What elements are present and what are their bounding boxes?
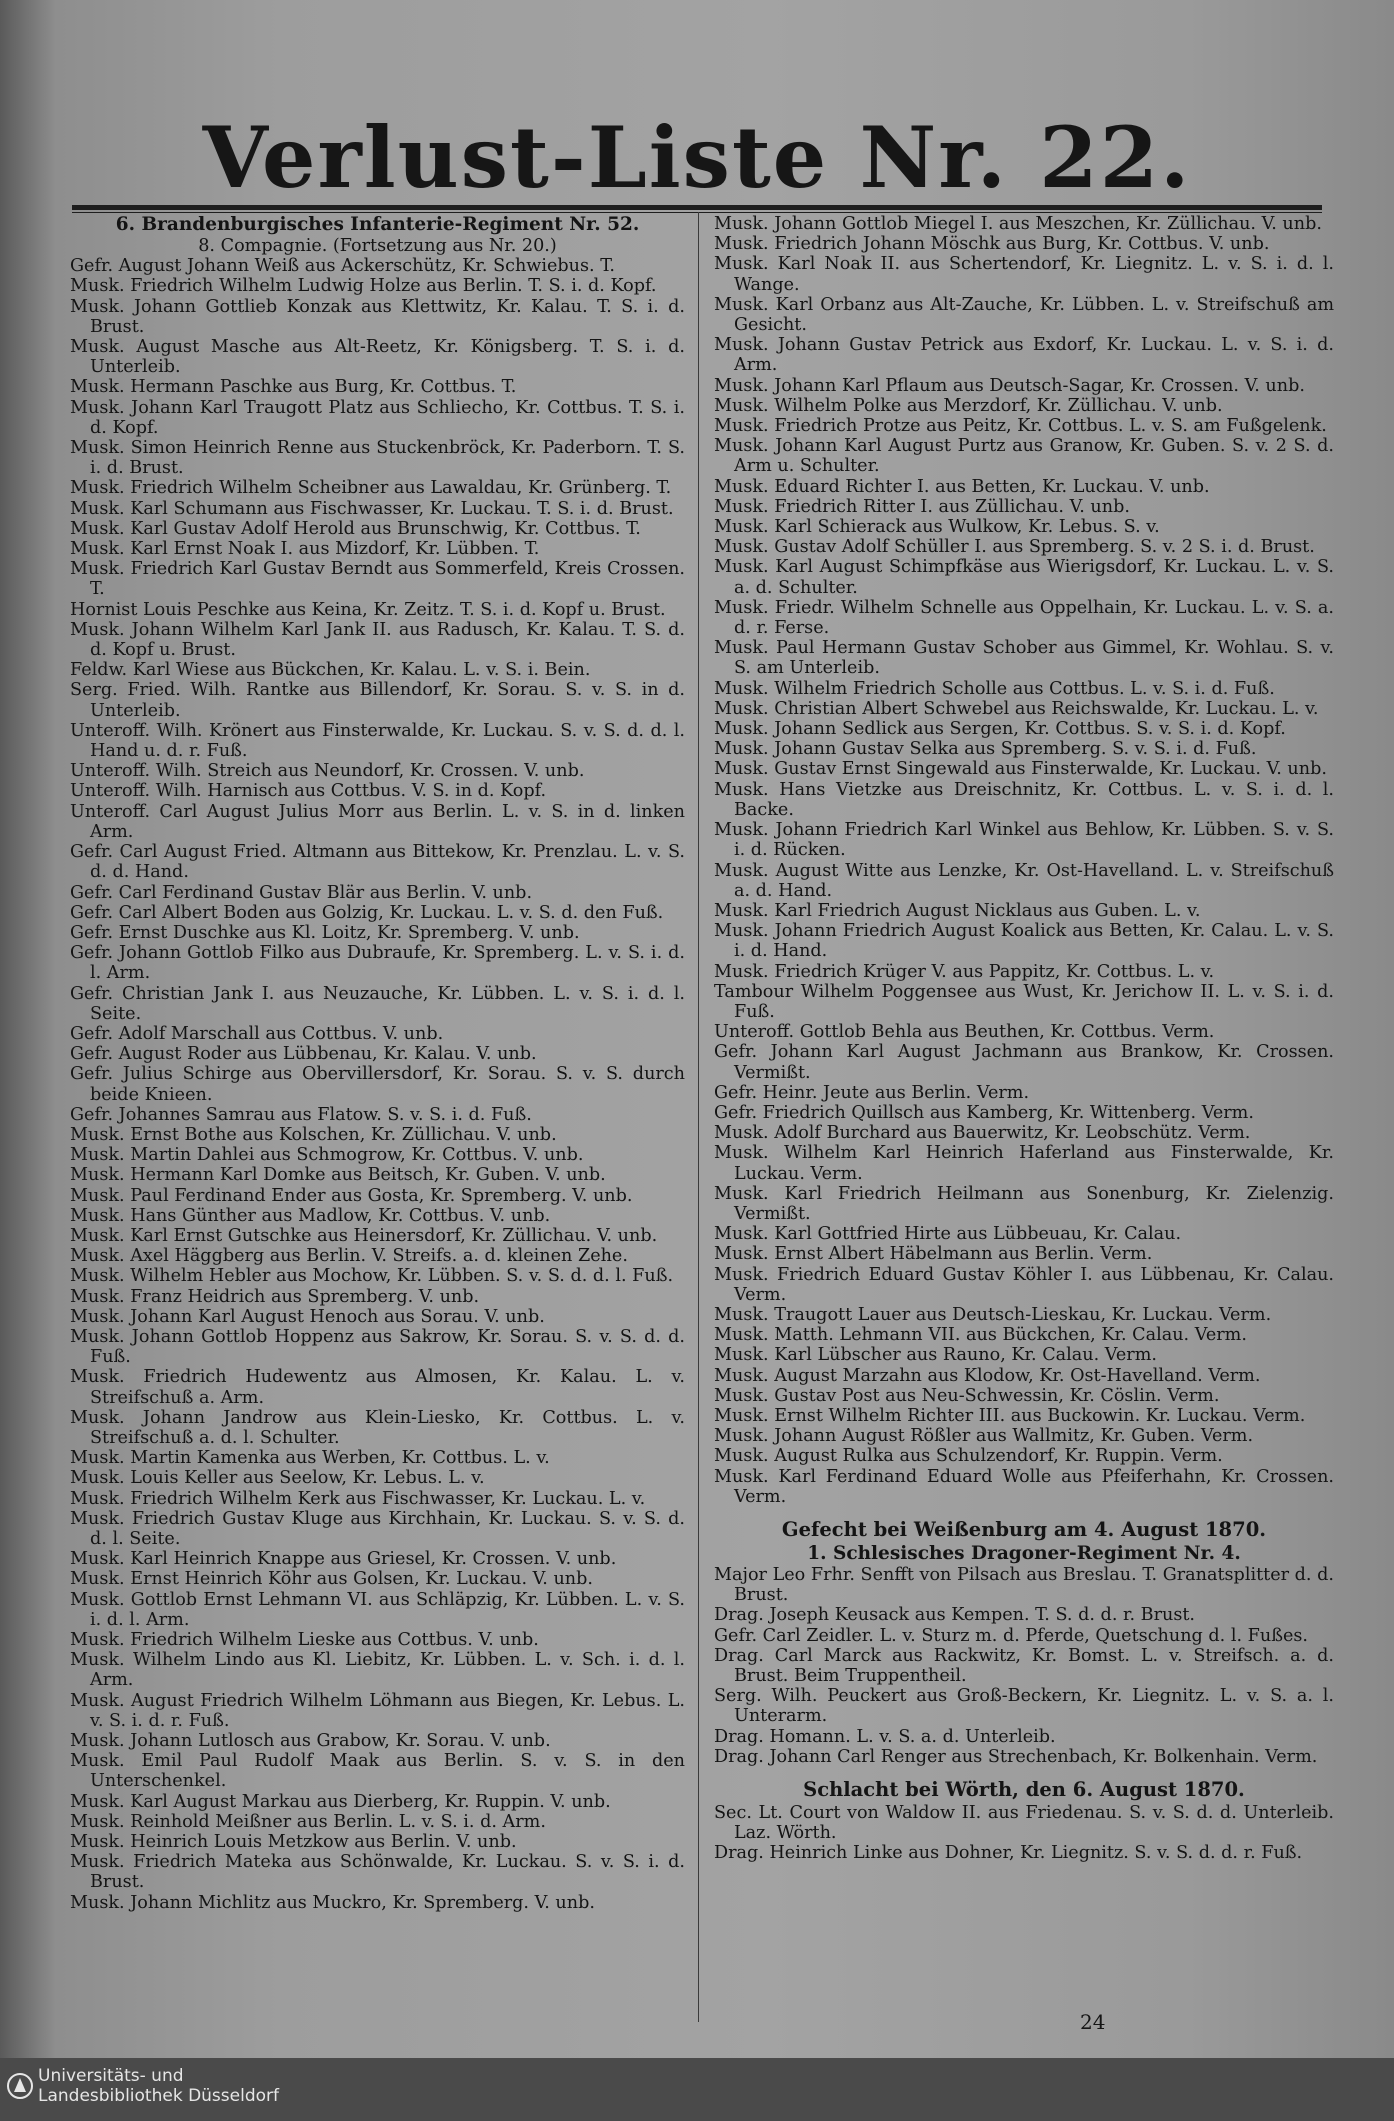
casualty-entry: Musk. Traugott Lauer aus Deutsch-Lieskau, Kr. Luckau. Verm.: [714, 1304, 1272, 1325]
casualty-entry: Musk. Gottlob Ernst Lehmann VI. aus Schläpzig, Kr. Lübben. L. v. S. i. d. l. Arm.: [70, 1589, 685, 1630]
company-heading: 8. Compagnie. (Fortsetzung aus Nr. 20.): [198, 236, 557, 256]
casualty-entry: Drag. Heinrich Linke aus Dohner, Kr. Liegnitz. S. v. S. d. d. r. Fuß.: [714, 1843, 1303, 1864]
casualty-entry: Musk. Louis Keller aus Seelow, Kr. Lebus. L. v.: [70, 1468, 485, 1489]
casualty-entry: Gefr. Carl Ferdinand Gustav Blär aus Berlin. V. unb.: [70, 882, 533, 903]
casualty-entry: Musk. August Witte aus Lenzke, Kr. Ost-Havelland. L. v. Streifschuß a. d. Hand.: [714, 860, 1334, 901]
casualty-entry: Musk. Friedrich Hudewentz aus Almosen, Kr. Kalau. L. v. Streifschuß a. Arm.: [70, 1367, 685, 1408]
casualty-entry: Gefr. August Roder aus Lübbenau, Kr. Kalau. V. unb.: [70, 1044, 537, 1065]
casualty-entry: Musk. Johann Gustav Selka aus Spremberg. S. v. S. i. d. Fuß.: [714, 739, 1257, 760]
library-credit-line-2: Landesbibliothek Düsseldorf: [38, 2086, 279, 2106]
casualty-entry: Gefr. August Johann Weiß aus Ackerschütz, Kr. Schwiebus. T.: [70, 256, 615, 277]
casualty-entry: Musk. Ernst Bothe aus Kolschen, Kr. Züllichau. V. unb.: [70, 1124, 557, 1145]
casualty-entry: Unteroff. Gottlob Behla aus Beuthen, Kr. Cottbus. Verm.: [714, 1022, 1215, 1043]
casualty-entry: Sec. Lt. Court von Waldow II. aus Friedenau. S. v. S. d. d. Unterleib. Laz. Wörth.: [714, 1803, 1334, 1844]
casualty-entry: Unteroff. Carl August Julius Morr aus Berlin. L. v. S. in d. linken Arm.: [70, 801, 685, 842]
casualty-entry: Musk. Reinhold Meißner aus Berlin. L. v. S. i. d. Arm.: [70, 1811, 546, 1832]
casualty-entry: Musk. Karl Friedrich Heilmann aus Sonenburg, Kr. Zielenzig. Vermißt.: [714, 1183, 1334, 1224]
casualty-entry: Musk. Johann Karl Pflaum aus Deutsch-Sagar, Kr. Crossen. V. unb.: [714, 375, 1305, 396]
casualty-entry: Gefr. Carl Zeidler. L. v. Sturz m. d. Pferde, Quetschung d. l. Fußes.: [714, 1625, 1308, 1646]
casualty-entry: Musk. Friedr. Wilhelm Schnelle aus Oppelhain, Kr. Luckau. L. v. S. a. d. r. Ferse.: [714, 597, 1334, 639]
casualty-entry: Musk. Friedrich Mateka aus Schönwalde, Kr. Luckau. S. v. S. i. d. Brust.: [70, 1852, 685, 1893]
casualty-entry: Musk. Karl Gustav Adolf Herold aus Brunschwig, Kr. Cottbus. T.: [70, 518, 641, 539]
casualty-entry: Serg. Fried. Wilh. Rantke aus Billendorf, Kr. Sorau. S. v. S. in d. Unterleib.: [70, 680, 685, 721]
casualty-entry: Musk. Johann Gottlieb Konzak aus Klettwitz, Kr. Kalau. T. S. i. d. Brust.: [70, 296, 685, 337]
casualty-entry: Musk. Karl August Schimpfkäse aus Wierigsdorf, Kr. Luckau. L. v. S. a. d. Schulter.: [714, 557, 1334, 598]
casualty-entry: Musk. August Marzahn aus Klodow, Kr. Ost-Havelland. Verm.: [714, 1365, 1261, 1386]
casualty-entry: Unteroff. Wilh. Streich aus Neundorf, Kr. Crossen. V. unb.: [70, 761, 585, 782]
casualty-entry: Musk. Friedrich Gustav Kluge aus Kirchhain, Kr. Luckau. S. v. S. d. d. l. Seite.: [70, 1508, 685, 1549]
casualty-entry: Musk. August Rulka aus Schulzendorf, Kr. Ruppin. Verm.: [714, 1446, 1223, 1467]
casualty-entry: Musk. Karl Heinrich Knappe aus Griesel, Kr. Crossen. V. unb.: [70, 1549, 617, 1570]
casualty-entry: Musk. Friedrich Krüger V. aus Pappitz, Kr. Cottbus. L. v.: [714, 961, 1215, 982]
casualty-entry: Musk. Johann Wilhelm Karl Jank II. aus Radusch, Kr. Kalau. T. S. d. d. Kopf u. Brust.: [70, 619, 685, 661]
casualty-entry: Serg. Wilh. Peuckert aus Groß-Beckern, Kr. Liegnitz. L. v. S. a. l. Unterarm.: [714, 1686, 1334, 1727]
casualty-entry: Musk. Friedrich Johann Möschk aus Burg, Kr. Cottbus. V. unb.: [714, 234, 1270, 255]
column-divider: [698, 212, 699, 2022]
casualty-entry: Drag. Homann. L. v. S. a. d. Unterleib.: [714, 1726, 1056, 1747]
casualty-entry: Gefr. Julius Schirge aus Obervillersdorf, Kr. Sorau. S. v. S. durch beide Knieen.: [70, 1064, 685, 1105]
casualty-entry: Musk. August Friedrich Wilhelm Löhmann aus Biegen, Kr. Lebus. L. v. S. i. d. r. Fuß.: [70, 1690, 685, 1731]
casualty-entry: Musk. Wilhelm Karl Heinrich Haferland aus Finsterwalde, Kr. Luckau. Verm.: [714, 1143, 1334, 1184]
casualty-entry: Musk. Johann Jandrow aus Klein-Liesko, Kr. Cottbus. L. v. Streifschuß a. d. l. Schulter.: [70, 1407, 685, 1448]
casualty-entry: Musk. Franz Heidrich aus Spremberg. V. unb.: [70, 1286, 480, 1307]
casualty-entry: Musk. Johann Friedrich August Koalick aus Betten, Kr. Calau. L. v. S. i. d. Hand.: [714, 921, 1334, 962]
casualty-entry: Musk. Friedrich Karl Gustav Berndt aus Sommerfeld, Kreis Crossen. T.: [70, 559, 685, 600]
casualty-entry: Musk. Ernst Wilhelm Richter III. aus Buckowin. Kr. Luckau. Verm.: [714, 1405, 1306, 1426]
casualty-entry: Musk. Friedrich Wilhelm Scheibner aus Lawaldau, Kr. Grünberg. T.: [70, 478, 672, 499]
casualty-entry: Musk. Friedrich Wilhelm Ludwig Holze aus Berlin. T. S. i. d. Kopf.: [70, 276, 657, 297]
casualty-entry: Musk. Matth. Lehmann VII. aus Bückchen, Kr. Calau. Verm.: [714, 1325, 1247, 1346]
right-column: [714, 214, 1334, 1864]
casualty-entry: Musk. Johann Friedrich Karl Winkel aus Behlow, Kr. Lübben. S. v. S. i. d. Rücken.: [714, 820, 1334, 861]
casualty-entry: Hornist Louis Peschke aus Keina, Kr. Zeitz. T. S. i. d. Kopf u. Brust.: [70, 599, 666, 620]
casualty-entry: Musk. Paul Ferdinand Ender aus Gosta, Kr. Spremberg. V. unb.: [70, 1185, 633, 1206]
library-credit-line-1: Universitäts- und: [38, 2066, 184, 2086]
casualty-entry: Musk. Martin Kamenka aus Werben, Kr. Cottbus. L. v.: [70, 1448, 550, 1469]
casualty-entry: Musk. Wilhelm Polke aus Merzdorf, Kr. Züllichau. V. unb.: [714, 395, 1223, 416]
casualty-entry: Musk. Karl Schierack aus Wulkow, Kr. Lebus. S. v.: [714, 517, 1160, 538]
casualty-entry: Musk. Karl Noak II. aus Schertendorf, Kr. Liegnitz. L. v. S. i. d. l. Wange.: [714, 254, 1334, 295]
casualty-entry: Musk. Hans Vietzke aus Dreischnitz, Kr. Cottbus. L. v. S. i. d. l. Backe.: [714, 779, 1334, 820]
casualty-entry: Musk. Johann Lutlosch aus Grabow, Kr. Sorau. V. unb.: [70, 1731, 551, 1752]
regiment-heading: 6. Brandenburgisches Infanterie-Regiment Nr. 52.: [115, 214, 640, 235]
casualty-entry: Gefr. Carl August Fried. Altmann aus Bittekow, Kr. Prenzlau. L. v. S. d. d. Hand.: [70, 842, 685, 883]
casualty-entry: Unteroff. Wilh. Harnisch aus Cottbus. V. S. in d. Kopf.: [70, 781, 547, 802]
casualty-entry: Musk. Wilhelm Hebler aus Mochow, Kr. Lübben. S. v. S. d. d. l. Fuß.: [70, 1266, 674, 1287]
casualty-entry: Feldw. Karl Wiese aus Bückchen, Kr. Kalau. L. v. S. i. Bein.: [70, 660, 591, 681]
page-title: Verlust-Liste Nr. 22.: [202, 108, 1192, 207]
casualty-entry: Drag. Joseph Keusack aus Kempen. T. S. d. d. r. Brust.: [714, 1605, 1196, 1626]
casualty-entry: Musk. Gustav Post aus Neu-Schwessin, Kr. Cöslin. Verm.: [714, 1385, 1220, 1406]
casualty-entry: Gefr. Johann Gottlob Filko aus Dubraufe, Kr. Spremberg. L. v. S. i. d. l. Arm.: [70, 943, 685, 984]
casualty-entry: Musk. Johann Karl August Henoch aus Sorau. V. unb.: [70, 1306, 545, 1327]
casualty-entry: Musk. Wilhelm Lindo aus Kl. Liebitz, Kr. Lübben. L. v. Sch. i. d. l. Arm.: [70, 1650, 685, 1691]
casualty-entry: Musk. Karl August Markau aus Dierberg, Kr. Ruppin. V. unb.: [70, 1791, 611, 1812]
casualty-entry: Musk. Johann August Rößler aus Wallmitz, Kr. Guben. Verm.: [714, 1426, 1254, 1447]
casualty-entry: Gefr. Johann Karl August Jachmann aus Brankow, Kr. Crossen. Vermißt.: [714, 1042, 1334, 1083]
title-rule: [72, 205, 1322, 213]
casualty-entry: Musk. Johann Michlitz aus Muckro, Kr. Spremberg. V. unb.: [70, 1892, 595, 1913]
casualty-entry: Musk. Friedrich Eduard Gustav Köhler I. aus Lübbenau, Kr. Calau. Verm.: [714, 1264, 1334, 1305]
casualty-entry: Musk. Paul Hermann Gustav Schober aus Gimmel, Kr. Wohlau. S. v. S. am Unterleib.: [714, 638, 1334, 679]
casualty-entry: Musk. Friedrich Wilhelm Kerk aus Fischwasser, Kr. Luckau. L. v.: [70, 1488, 646, 1509]
casualty-entry: Musk. Karl Ernst Gutschke aus Heinersdorf, Kr. Züllichau. V. unb.: [70, 1225, 658, 1246]
casualty-entry: Musk. Ernst Albert Häbelmann aus Berlin. Verm.: [714, 1244, 1153, 1265]
casualty-entry: Musk. Karl Ferdinand Eduard Wolle aus Pfeiferhahn, Kr. Crossen. Verm.: [714, 1466, 1334, 1507]
library-credit: [38, 2066, 279, 2106]
casualty-entry: Musk. Wilhelm Friedrich Scholle aus Cottbus. L. v. S. i. d. Fuß.: [714, 678, 1275, 699]
casualty-entry: Musk. Hermann Karl Domke aus Beitsch, Kr. Guben. V. unb.: [70, 1165, 606, 1186]
casualty-entry: Gefr. Friedrich Quillsch aus Kamberg, Kr. Wittenberg. Verm.: [714, 1102, 1254, 1123]
casualty-entry: Musk. Karl Friedrich August Nicklaus aus Guben. L. v.: [714, 900, 1201, 921]
casualty-entry: Musk. Friedrich Ritter I. aus Züllichau. V. unb.: [714, 496, 1130, 517]
casualty-entry: Gefr. Christian Jank I. aus Neuzauche, Kr. Lübben. L. v. S. i. d. l. Seite.: [70, 983, 685, 1024]
casualty-entry: Musk. Karl Lübscher aus Rauno, Kr. Calau. Verm.: [714, 1345, 1157, 1366]
page-number: 24: [1080, 2010, 1106, 2034]
casualty-entry: Musk. Adolf Burchard aus Bauerwitz, Kr. Leobschütz. Verm.: [714, 1123, 1251, 1144]
casualty-entry: Musk. Friedrich Protze aus Peitz, Kr. Cottbus. L. v. S. am Fußgelenk.: [714, 416, 1327, 437]
casualty-entry: Musk. Martin Dahlei aus Schmogrow, Kr. Cottbus. V. unb.: [70, 1145, 584, 1166]
casualty-entry: Gefr. Ernst Duschke aus Kl. Loitz, Kr. Spremberg. V. unb.: [70, 922, 580, 943]
casualty-entry: Tambour Wilhelm Poggensee aus Wust, Kr. Jerichow II. L. v. S. i. d. Fuß.: [714, 981, 1334, 1022]
casualty-entry: Musk. Ernst Heinrich Köhr aus Golsen, Kr. Luckau. V. unb.: [70, 1569, 593, 1590]
casualty-entry: Major Leo Frhr. Senfft von Pilsach aus Breslau. T. Granatsplitter d. d. Brust.: [714, 1565, 1334, 1606]
casualty-entry: Musk. Johann Karl August Purtz aus Granow, Kr. Guben. S. v. 2 S. d. Arm u. Schulter.: [714, 436, 1334, 477]
library-logo-icon: [6, 2072, 34, 2100]
casualty-entry: Drag. Carl Marck aus Rackwitz, Kr. Bomst. L. v. Streifsch. a. d. Brust. Beim Truppentheil.: [714, 1645, 1334, 1687]
casualty-entry: Musk. Karl Ernst Noak I. aus Mizdorf, Kr. Lübben. T.: [70, 539, 540, 560]
casualty-entry: Musk. Johann Gustav Petrick aus Exdorf, Kr. Luckau. L. v. S. i. d. Arm.: [714, 335, 1334, 376]
casualty-entry: Musk. Eduard Richter I. aus Betten, Kr. Luckau. V. unb.: [714, 476, 1210, 497]
casualty-entry: Musk. Hans Günther aus Madlow, Kr. Cottbus. V. unb.: [70, 1205, 551, 1226]
battle-heading: Gefecht bei Weißenburg am 4. August 1870.: [781, 1518, 1267, 1541]
casualty-entry: Musk. Johann Gottlob Hoppenz aus Sakrow, Kr. Sorau. S. v. S. d. d. Fuß.: [70, 1326, 685, 1368]
casualty-entry: Musk. Karl Gottfried Hirte aus Lübbeuau, Kr. Calau.: [714, 1224, 1182, 1245]
casualty-entry: Musk. Simon Heinrich Renne aus Stuckenbröck, Kr. Paderborn. T. S. i. d. Brust.: [70, 438, 685, 479]
casualty-entry: Musk. Heinrich Louis Metzkow aus Berlin. V. unb.: [70, 1832, 517, 1853]
casualty-entry: Musk. Emil Paul Rudolf Maak aus Berlin. S. v. S. in den Unterschenkel.: [70, 1751, 685, 1792]
casualty-entry: Gefr. Adolf Marschall aus Cottbus. V. unb.: [70, 1023, 444, 1044]
left-column: [70, 214, 685, 1913]
battle-heading: Schlacht bei Wörth, den 6. August 1870.: [803, 1778, 1245, 1802]
casualty-entry: Musk. August Masche aus Alt-Reetz, Kr. Königsberg. T. S. i. d. Unterleib.: [70, 337, 685, 378]
casualty-entry: Musk. Johann Karl Traugott Platz aus Schliecho, Kr. Cottbus. T. S. i. d. Kopf.: [70, 397, 685, 438]
casualty-entry: Musk. Hermann Paschke aus Burg, Kr. Cottbus. T.: [70, 377, 517, 398]
casualty-entry: Musk. Gustav Adolf Schüller I. aus Spremberg. S. v. 2 S. i. d. Brust.: [714, 537, 1315, 558]
casualty-entry: Musk. Johann Gottlob Miegel I. aus Meszchen, Kr. Züllichau. V. unb.: [714, 214, 1322, 234]
casualty-entry: Gefr. Carl Albert Boden aus Golzig, Kr. Luckau. L. v. S. d. den Fuß.: [70, 902, 664, 923]
casualty-entry: Musk. Karl Schumann aus Fischwasser, Kr. Luckau. T. S. i. d. Brust.: [70, 498, 674, 519]
casualty-entry: Gefr. Johannes Samrau aus Flatow. S. v. S. i. d. Fuß.: [70, 1104, 532, 1125]
casualty-entry: Musk. Gustav Ernst Singewald aus Finsterwalde, Kr. Luckau. V. unb.: [714, 759, 1327, 780]
casualty-entry: Unteroff. Wilh. Krönert aus Finsterwalde, Kr. Luckau. S. v. S. d. d. l. Hand u. d. r. Fuß.: [70, 720, 685, 762]
casualty-entry: Musk. Karl Orbanz aus Alt-Zauche, Kr. Lübben. L. v. Streifschuß am Gesicht.: [714, 294, 1334, 336]
regiment-heading: 1. Schlesisches Dragoner-Regiment Nr. 4.: [807, 1543, 1241, 1564]
casualty-entry: Gefr. Heinr. Jeute aus Berlin. Verm.: [714, 1082, 1030, 1103]
casualty-entry: Musk. Friedrich Wilhelm Lieske aus Cottbus. V. unb.: [70, 1630, 539, 1651]
casualty-entry: Musk. Johann Sedlick aus Sergen, Kr. Cottbus. S. v. S. i. d. Kopf.: [714, 719, 1286, 740]
casualty-entry: Musk. Christian Albert Schwebel aus Reichswalde, Kr. Luckau. L. v.: [714, 698, 1319, 719]
casualty-entry: Drag. Johann Carl Renger aus Strechenbach, Kr. Bolkenhain. Verm.: [714, 1746, 1318, 1767]
casualty-entry: Musk. Axel Häggberg aus Berlin. V. Streifs. a. d. kleinen Zehe.: [70, 1246, 628, 1267]
